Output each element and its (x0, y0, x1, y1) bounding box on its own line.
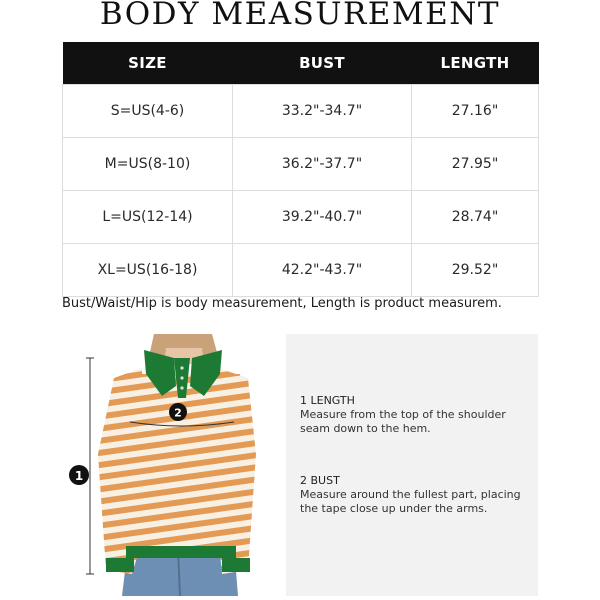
bust-description: Measure around the fullest part, placing the tape close up under the arms. (300, 488, 521, 515)
sweater-hem (126, 546, 236, 558)
cell-length: 27.95" (412, 138, 539, 191)
cell-size: XL=US(16-18) (63, 244, 233, 297)
cell-length: 27.16" (412, 85, 539, 138)
measurement-note: Bust/Waist/Hip is body measurement, Length is product measurem. (62, 296, 502, 311)
cell-bust: 39.2"-40.7" (233, 191, 412, 244)
cell-size: M=US(8-10) (63, 138, 233, 191)
marker-one (69, 465, 89, 485)
marker-two-label: 2 (174, 406, 182, 420)
sweater-body (124, 374, 240, 554)
bust-heading: 2 BUST (300, 474, 340, 487)
table-row (63, 244, 539, 297)
header-length: LENGTH (412, 42, 539, 85)
header-bust: BUST (233, 42, 412, 85)
cell-size: L=US(12-14) (63, 191, 233, 244)
left-cuff (106, 558, 134, 572)
sweater-illustration (62, 334, 272, 596)
cell-length: 28.74" (412, 191, 539, 244)
cell-bust: 42.2"-43.7" (233, 244, 412, 297)
cell-bust: 36.2"-37.7" (233, 138, 412, 191)
table-row (63, 191, 539, 244)
cell-size: S=US(4-6) (63, 85, 233, 138)
right-cuff (222, 558, 250, 572)
table-row (63, 85, 539, 138)
marker-two (169, 403, 187, 421)
page-title: BODY MEASUREMENT (99, 0, 501, 32)
marker-one-label: 1 (74, 469, 84, 483)
instructions-panel (286, 334, 538, 596)
length-heading: 1 LENGTH (300, 394, 355, 407)
size-chart-table (62, 42, 539, 297)
cell-length: 29.52" (412, 244, 539, 297)
table-row (63, 138, 539, 191)
product-photo (62, 334, 272, 596)
length-description: Measure from the top of the shoulder seam down to the hem. (300, 408, 506, 435)
cell-bust: 33.2"-34.7" (233, 85, 412, 138)
table-header-row (63, 42, 539, 85)
header-size: SIZE (63, 42, 233, 85)
